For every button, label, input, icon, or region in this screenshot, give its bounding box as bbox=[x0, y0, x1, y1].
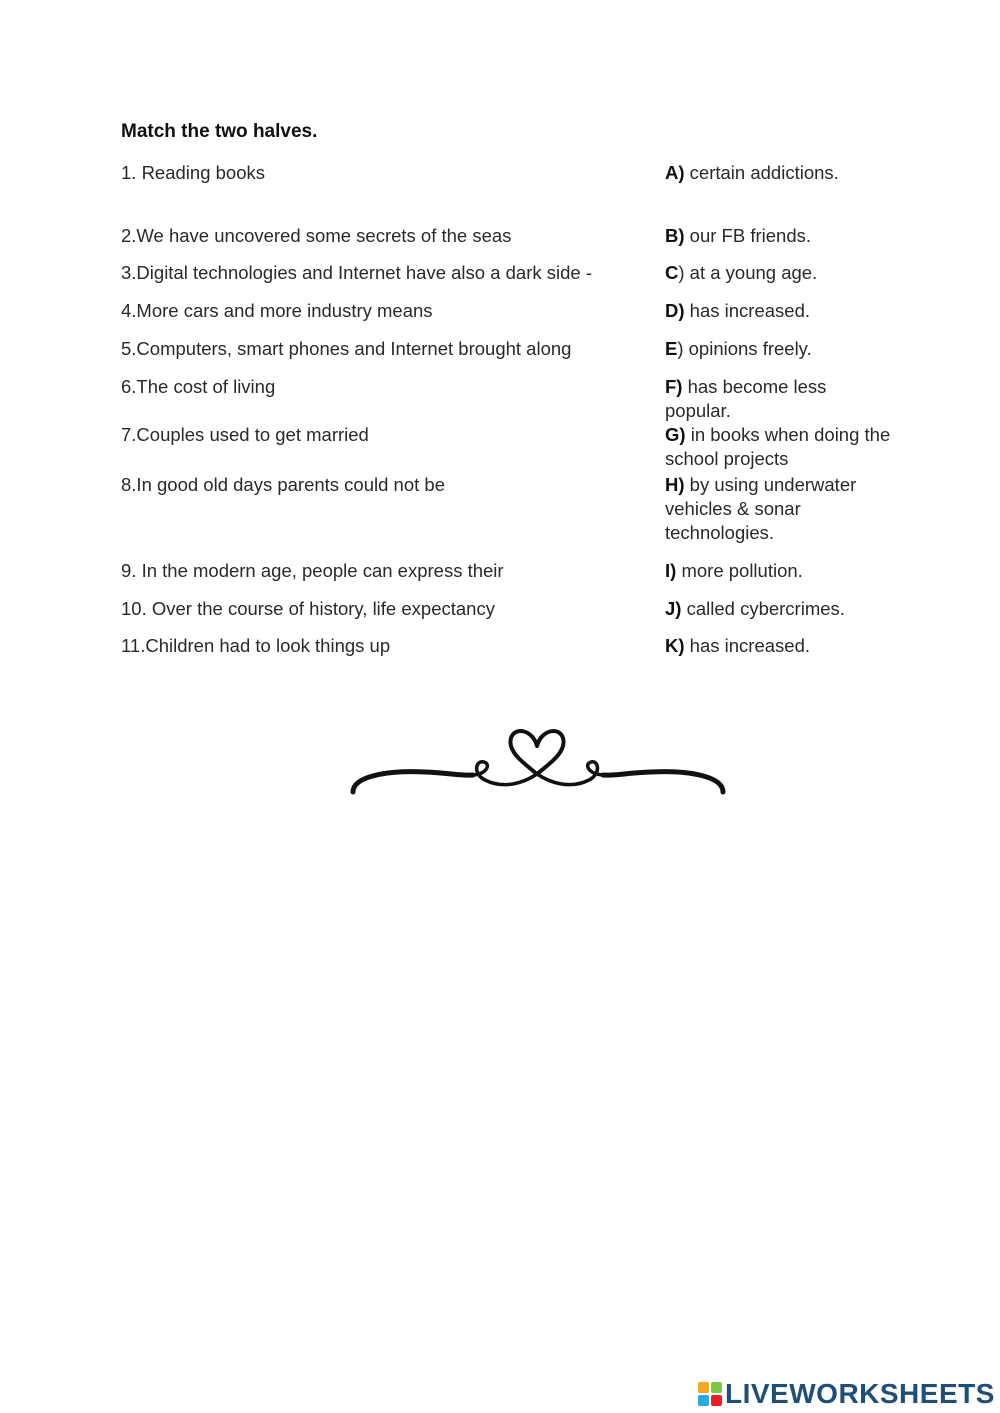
option-letter: G) bbox=[665, 424, 686, 445]
heart-flourish-icon bbox=[345, 722, 731, 802]
sentence-start: 5.Computers, smart phones and Internet brought along bbox=[121, 338, 572, 359]
sentence-ending bbox=[665, 423, 895, 471]
option-text: more pollution. bbox=[676, 560, 803, 581]
option-text: has increased. bbox=[684, 300, 810, 321]
logo-tile-v bbox=[698, 1395, 709, 1406]
logo-tile-e bbox=[711, 1395, 722, 1406]
option-letter: H) bbox=[665, 474, 685, 495]
liveworksheets-logo bbox=[698, 1377, 995, 1411]
sentence-ending bbox=[665, 634, 895, 658]
worksheet-title: Match the two halves. bbox=[121, 121, 318, 142]
sentence-ending bbox=[665, 473, 895, 545]
sentence-ending bbox=[665, 224, 895, 248]
match-row bbox=[121, 161, 901, 191]
match-row bbox=[121, 597, 901, 627]
match-row bbox=[121, 337, 901, 367]
option-letter: F) bbox=[665, 376, 683, 397]
logo-mark-icon bbox=[698, 1382, 722, 1406]
option-letter: B) bbox=[665, 225, 685, 246]
option-text: called cybercrimes. bbox=[681, 598, 845, 619]
sentence-start: 8.In good old days parents could not be bbox=[121, 474, 445, 495]
sentence-start: 6.The cost of living bbox=[121, 376, 276, 397]
sentence-start: 3.Digital technologies and Internet have also a dark side - bbox=[121, 262, 593, 283]
option-letter: K) bbox=[665, 635, 685, 656]
match-row bbox=[121, 473, 901, 543]
sentence-ending bbox=[665, 261, 895, 285]
logo-text: LIVEWORKSHEETS bbox=[725, 1378, 995, 1409]
sentence-start: 9. In the modern age, people can express their bbox=[121, 560, 504, 581]
match-row bbox=[121, 423, 901, 469]
option-text: certain addictions. bbox=[684, 162, 839, 183]
option-text: ) at a young age. bbox=[678, 262, 818, 283]
match-row bbox=[121, 559, 901, 589]
option-letter: J) bbox=[665, 598, 682, 619]
match-row bbox=[121, 634, 901, 664]
logo-tile-i bbox=[711, 1382, 722, 1393]
option-letter: D) bbox=[665, 300, 685, 321]
option-letter: I) bbox=[665, 560, 677, 581]
sentence-ending bbox=[665, 299, 895, 323]
option-letter: E bbox=[665, 338, 678, 359]
option-text: has become less popular. bbox=[665, 376, 827, 421]
sentence-start: 7.Couples used to get married bbox=[121, 424, 369, 445]
option-text: our FB friends. bbox=[684, 225, 811, 246]
option-letter: A) bbox=[665, 162, 685, 183]
match-row bbox=[121, 375, 901, 421]
option-text: ) opinions freely. bbox=[677, 338, 812, 359]
sentence-ending bbox=[665, 375, 895, 423]
sentence-ending bbox=[665, 597, 895, 621]
match-row bbox=[121, 299, 901, 329]
sentence-ending bbox=[665, 337, 895, 361]
sentence-start: 11.Children had to look things up bbox=[121, 635, 391, 656]
logo-tile-l bbox=[698, 1382, 709, 1393]
option-text: by using underwater vehicles & sonar technologies. bbox=[665, 474, 857, 543]
match-row bbox=[121, 261, 901, 291]
sentence-start: 10. Over the course of history, life expectancy bbox=[121, 598, 495, 619]
match-row bbox=[121, 224, 901, 254]
sentence-start: 2.We have uncovered some secrets of the seas bbox=[121, 225, 512, 246]
sentence-ending bbox=[665, 161, 895, 185]
option-letter: C bbox=[665, 262, 679, 283]
sentence-start: 4.More cars and more industry means bbox=[121, 300, 433, 321]
sentence-start: 1. Reading books bbox=[121, 162, 265, 183]
option-text: has increased. bbox=[684, 635, 810, 656]
option-text: in books when doing the school projects bbox=[665, 424, 891, 469]
sentence-ending bbox=[665, 559, 895, 583]
